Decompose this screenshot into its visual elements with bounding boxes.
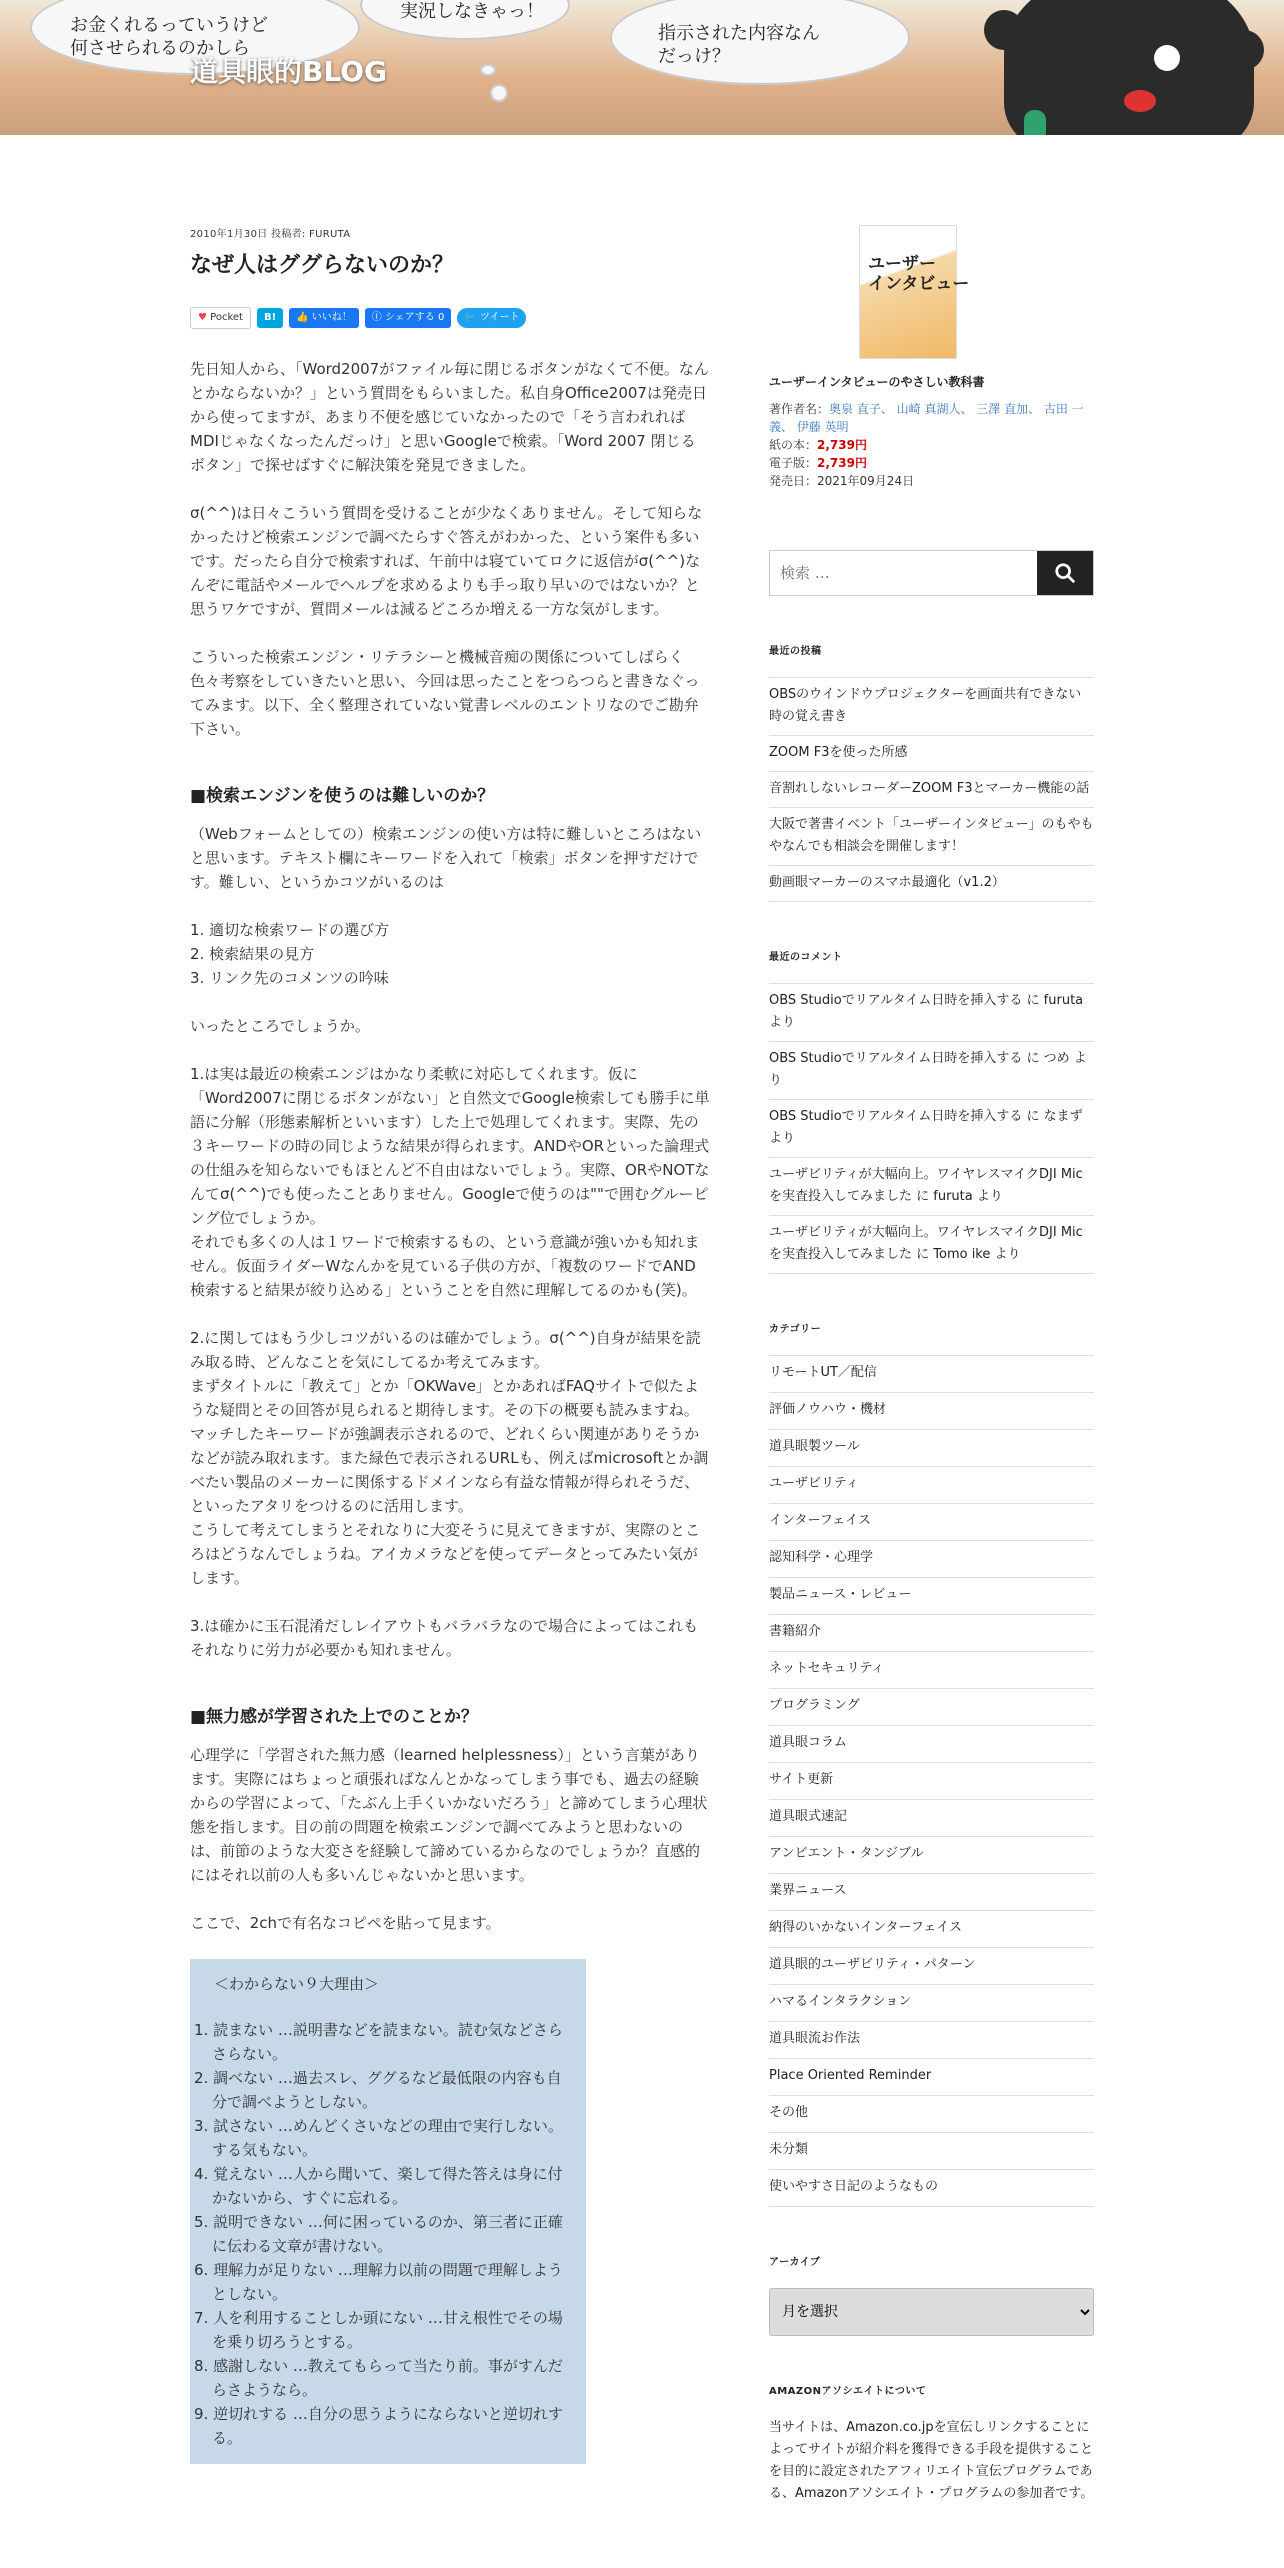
- category-link[interactable]: 認知科学・心理学: [769, 1541, 1094, 1578]
- monster-eye: [1154, 45, 1180, 71]
- category-link[interactable]: 業界ニュース: [769, 1874, 1094, 1911]
- quote-item: 2. 調べない …過去スレ、ググるなど最低限の内容も自分で調べようとしない。: [194, 2069, 562, 2111]
- book-release-date: 発売日：2021年09月24日: [769, 474, 915, 488]
- quote-item: 9. 逆切れする …自分の思うようにならないと逆切れする。: [194, 2405, 563, 2447]
- paragraph: σ(^^)は日々こういう質問を受けることが少なくありません。そして知らなかったけど検索エンジンで調べたらすぐ答えがわかった、という案件も多いです。だったら自分で検索すれば、午前中は寝ていてロクに返信がσ(^^)なんぞに電話やメールでヘルプを求めるよりも手っ取り早いのではないか？と思うワケですが、質問メールは減るどころか増える一方な気がします。: [190, 504, 703, 618]
- category-link[interactable]: ネットセキュリティ: [769, 1652, 1094, 1689]
- bubble-text-3: 指示された内容なん だっけ？: [658, 23, 820, 67]
- search-button[interactable]: [1037, 551, 1093, 595]
- recent-post-link[interactable]: 大阪で著書イベント「ユーザーインタビュー」のもやもやなんでも相談会を開催します！: [769, 808, 1094, 866]
- recent-post-link[interactable]: 動画眼マーカーのスマホ最適化（v1.2）: [769, 866, 1094, 902]
- list-item: 3. リンク先のコメンツの吟味: [190, 969, 389, 987]
- blockquote: [190, 1959, 586, 2464]
- category-link[interactable]: サイト更新: [769, 1763, 1094, 1800]
- recent-posts-list: [769, 677, 1094, 902]
- recent-comments-list: [769, 983, 1094, 1274]
- category-link[interactable]: 未分類: [769, 2133, 1094, 2170]
- category-link[interactable]: 製品ニュース・レビュー: [769, 1578, 1094, 1615]
- paragraph: ここで、2chで有名なコピペを貼って見ます。: [190, 1914, 501, 1932]
- search-input[interactable]: [770, 551, 1037, 595]
- category-link[interactable]: 道具眼コラム: [769, 1726, 1094, 1763]
- category-link[interactable]: 道具眼式速記: [769, 1800, 1094, 1837]
- category-link[interactable]: 書籍紹介: [769, 1615, 1094, 1652]
- paragraph: 3.は確かに玉石混淆だしレイアウトもバラバラなので場合によってはこれもそれなりに労力が必要かも知れません。: [190, 1617, 699, 1659]
- paragraph: 心理学に「学習された無力感（learned helplessness）」という言葉があります。実際にはちょっと頑張ればなんとかなってしまう事でも、過去の経験からの学習によって、「たぶん上手くいかないだろう」と諦めてしまう心理状態を指します。目の前の問題を検索エンジンで調べてみようと思わないのは、前節のような大変さを経験して諦めているからなのでしょうか？直感的にはそれ以前の人も多いんじゃないかと思います。: [190, 1746, 708, 1884]
- categories-title: カテゴリー: [769, 1324, 822, 1335]
- recent-comments-title: 最近のコメント: [769, 952, 843, 963]
- recent-post-link[interactable]: ZOOM F3を使った所感: [769, 736, 1094, 772]
- category-link[interactable]: 納得のいかないインターフェイス: [769, 1911, 1094, 1948]
- amazon-associate-title: AMAZONアソシエイトについて: [769, 2386, 927, 2397]
- section-heading: ■無力感が学習された上でのことか？: [190, 1707, 479, 1727]
- author-links[interactable]: 奥泉 直子、 山崎 真湖人、 三澤 直加、 古田 一義、 伊藤 英明: [769, 402, 1084, 434]
- monster-mouth: [1124, 90, 1156, 112]
- category-link[interactable]: 評価ノウハウ・機材: [769, 1393, 1094, 1430]
- category-link[interactable]: リモートUT／配信: [769, 1356, 1094, 1393]
- bubble-dot: [490, 84, 508, 102]
- recent-post-link[interactable]: 音割れしないレコーダーZOOM F3とマーカー機能の話: [769, 772, 1094, 808]
- recent-post-link[interactable]: OBSのウインドウプロジェクターを画面共有できない時の覚え書き: [769, 678, 1094, 736]
- category-link[interactable]: 道具眼的ユーザビリティ・パターン: [769, 1948, 1094, 1985]
- paragraph: こういった検索エンジン・リテラシーと機械音痴の関係についてしばらく色々考察をしていきたいと思い、今回は思ったことをつらつらと書きなぐってみます。以下、全く整理されていない覚書レベルのエントリなのでご勘弁下さい。: [190, 648, 700, 738]
- quote-item: 7. 人を利用することしか頭にない …甘え根性でその場を乗り切ろうとする。: [194, 2309, 563, 2351]
- search-icon: [1054, 562, 1076, 584]
- bubble-text-2: 実況しなきゃっ！: [400, 1, 544, 22]
- twitter-icon: 🐦: [464, 312, 477, 323]
- post-title: なぜ人はググらないのか？: [190, 253, 455, 278]
- hatena-bookmark-button[interactable]: B!: [257, 308, 283, 328]
- paragraph: いったところでしょうか。: [190, 1017, 370, 1035]
- recent-comment-link[interactable]: OBS Studioでリアルタイム日時を挿入する に furuta より: [769, 984, 1094, 1042]
- facebook-share-button[interactable]: ⓕ シェアする 0: [365, 308, 452, 328]
- category-link[interactable]: Place Oriented Reminder: [769, 2059, 1094, 2096]
- quote-item: 6. 理解力が足りない …理解力以前の問題で理解しようとしない。: [194, 2261, 563, 2303]
- sidebar: [769, 225, 1094, 2505]
- recent-comment-link[interactable]: ユーザビリティが大幅向上。ワイヤレスマイクDJI Micを実査投入してみました に Tomo ike より: [769, 1216, 1094, 1274]
- site-title-link[interactable]: 道具眼的BLOG: [190, 55, 387, 88]
- paragraph: 先日知人から、「Word2007がファイル毎に閉じるボタンがなくて不便。なんとかならないか？」という質問をもらいました。私自身Office2007は発売日から使ってますが、あまり不便を感じていなかったので「そう言われればMDIじゃなくなったんだっけ」と思いGoogleで検索。「Word 2007 閉じるボタン」で探せばすぐに解決策を発見できました。: [190, 360, 709, 474]
- recent-comment-link[interactable]: OBS Studioでリアルタイム日時を挿入する に なまず より: [769, 1100, 1094, 1158]
- book-cover-image[interactable]: [859, 225, 970, 359]
- share-buttons: [190, 307, 710, 329]
- book-title[interactable]: ユーザーインタビューのやさしい教科書: [769, 375, 985, 389]
- categories-list: [769, 1355, 1094, 2207]
- pocket-icon: ♥: [198, 312, 207, 323]
- recent-comment-link[interactable]: ユーザビリティが大幅向上。ワイヤレスマイクDJI Micを実査投入してみました に furuta より: [769, 1158, 1094, 1216]
- thumbs-up-icon: 👍: [296, 312, 309, 323]
- book-cover-text: ユーザー インタビュー: [868, 254, 970, 294]
- recent-comment-link[interactable]: OBS Studioでリアルタイム日時を挿入する に つめ より: [769, 1042, 1094, 1100]
- quote-item: 1. 読まない …説明書などを読まない。読む気などさらさらない。: [194, 2021, 563, 2063]
- category-link[interactable]: ハマるインタラクション: [769, 1985, 1094, 2022]
- category-link[interactable]: ユーザビリティ: [769, 1467, 1094, 1504]
- paragraph: 2.に関してはもう少しコツがいるのは確かでしょう。σ(^^)自身が結果を読み取る時、どんなことを気にしてるか考えてみます。 まずタイトルに「教えて」とか「OKWave」とかあればFAQサイトで似たような疑問とその回答が見られると期待します。その下の概要も読みますね。マッチしたキーワードが強調表示されるので、どれくらい関連がありそうかなどが読み取れます。また緑色で表示されるURLも、例えばmicrosoftとか調べたい製品のメーカーに関係するドメインなら有益な情報が得られそうだ、といったアタリをつけるのに活用します。 こうして考えてしまうとそれなりに大変そうに見えてきますが、実際のところはどうなんでしょうね。アイカメラなどを使ってデータとってみたい気がします。: [190, 1329, 709, 1587]
- facebook-like-button[interactable]: 👍 いいね！: [289, 308, 359, 328]
- book-authors: 著作者名：奥泉 直子、 山崎 真湖人、 三澤 直加、 古田 一義、 伊藤 英明: [769, 402, 1084, 434]
- book-paper-price: 紙の本：2,739円: [769, 438, 867, 452]
- post-meta: 2010年1月30日 投稿者: FURUTA: [190, 229, 351, 240]
- monster-slime: [1024, 110, 1046, 135]
- category-link[interactable]: その他: [769, 2096, 1094, 2133]
- paragraph: 1.は実は最近の検索エンジはかなり柔軟に対応してくれます。仮に「Word2007に閉じるボタンがない」と自然文でGoogle検索しても勝手に単語に分解（形態素解析といいます）した上で処理してくれます。実際、先の３キーワードの時の同じような結果が得られます。ANDやORといった論理式の仕組みを知らないでもほとんど不自由はないでしょう。実際、ORやNOTなんてσ(^^)でも使ったことありません。Googleで使うのは""で囲むグルーピング位でしょうか。 それでも多くの人は１ワードで検索するもの、という意識が強いかも知れません。仮面ライダーWなんかを見ている子供の方が、「複数のワードでAND検索すると結果が絞り込める」ということを自然に理解してるのかも(笑)。: [190, 1065, 710, 1299]
- facebook-icon: ⓕ: [371, 312, 382, 323]
- category-link[interactable]: アンビエント・タンジブル: [769, 1837, 1094, 1874]
- quote-item: 3. 試さない …めんどくさいなどの理由で実行しない。する気もない。: [194, 2117, 563, 2159]
- tweet-button[interactable]: 🐦 ツイート: [457, 308, 526, 328]
- list-item: 1. 適切な検索ワードの選び方: [190, 921, 390, 939]
- pocket-button[interactable]: ♥ Pocket: [190, 307, 251, 329]
- quote-list: [194, 2018, 574, 2450]
- ordered-list: [190, 918, 710, 990]
- book-ebook-price: 電子版：2,739円: [769, 456, 867, 470]
- category-link[interactable]: プログラミング: [769, 1689, 1094, 1726]
- list-item: 2. 検索結果の見方: [190, 945, 315, 963]
- main-content: [190, 225, 710, 2484]
- quote-item: 4. 覚えない …人から聞いて、楽して得た答えは身に付かないから、すぐに忘れる。: [194, 2165, 563, 2207]
- site-header: [0, 0, 1284, 135]
- category-link[interactable]: インターフェイス: [769, 1504, 1094, 1541]
- monster-illustration: [1004, 0, 1254, 135]
- category-link[interactable]: 道具眼製ツール: [769, 1430, 1094, 1467]
- quote-item: 5. 説明できない …何に困っているのか、第三者に正確に伝わる文章が書けない。: [194, 2213, 563, 2255]
- quote-item: 8. 感謝しない …教えてもらって当たり前。事がすんだらさようなら。: [194, 2357, 563, 2399]
- bubble-dot: [480, 64, 496, 76]
- bubble-text-1: お金くれるっていうけど 何させられるのかしら: [70, 15, 268, 59]
- archive-select[interactable]: [769, 2288, 1094, 2336]
- section-heading: ■検索エンジンを使うのは難しいのか？: [190, 786, 495, 806]
- archive-title: アーカイブ: [769, 2257, 821, 2268]
- paragraph: （Webフォームとしての）検索エンジンの使い方は特に難しいところはないと思います。テキスト欄にキーワードを入れて「検索」ボタンを押すだけです。難しい、というかコツがいるのは: [190, 825, 702, 891]
- quote-title: ＜わからない９大理由＞: [214, 1975, 380, 1993]
- recent-posts-title: 最近の投稿: [769, 646, 822, 657]
- category-link[interactable]: 使いやすさ日記のようなもの: [769, 2170, 1094, 2207]
- search-form: [769, 550, 1094, 596]
- amazon-associate-text: 当サイトは、Amazon.co.jpを宣伝しリンクすることによってサイトが紹介料を獲得できる手段を提供することを目的に設定されたアフィリエイト宣伝プログラムである、Amazonアソシエイト・プログラムの参加者です。: [769, 2420, 1094, 2501]
- category-link[interactable]: 道具眼流お作法: [769, 2022, 1094, 2059]
